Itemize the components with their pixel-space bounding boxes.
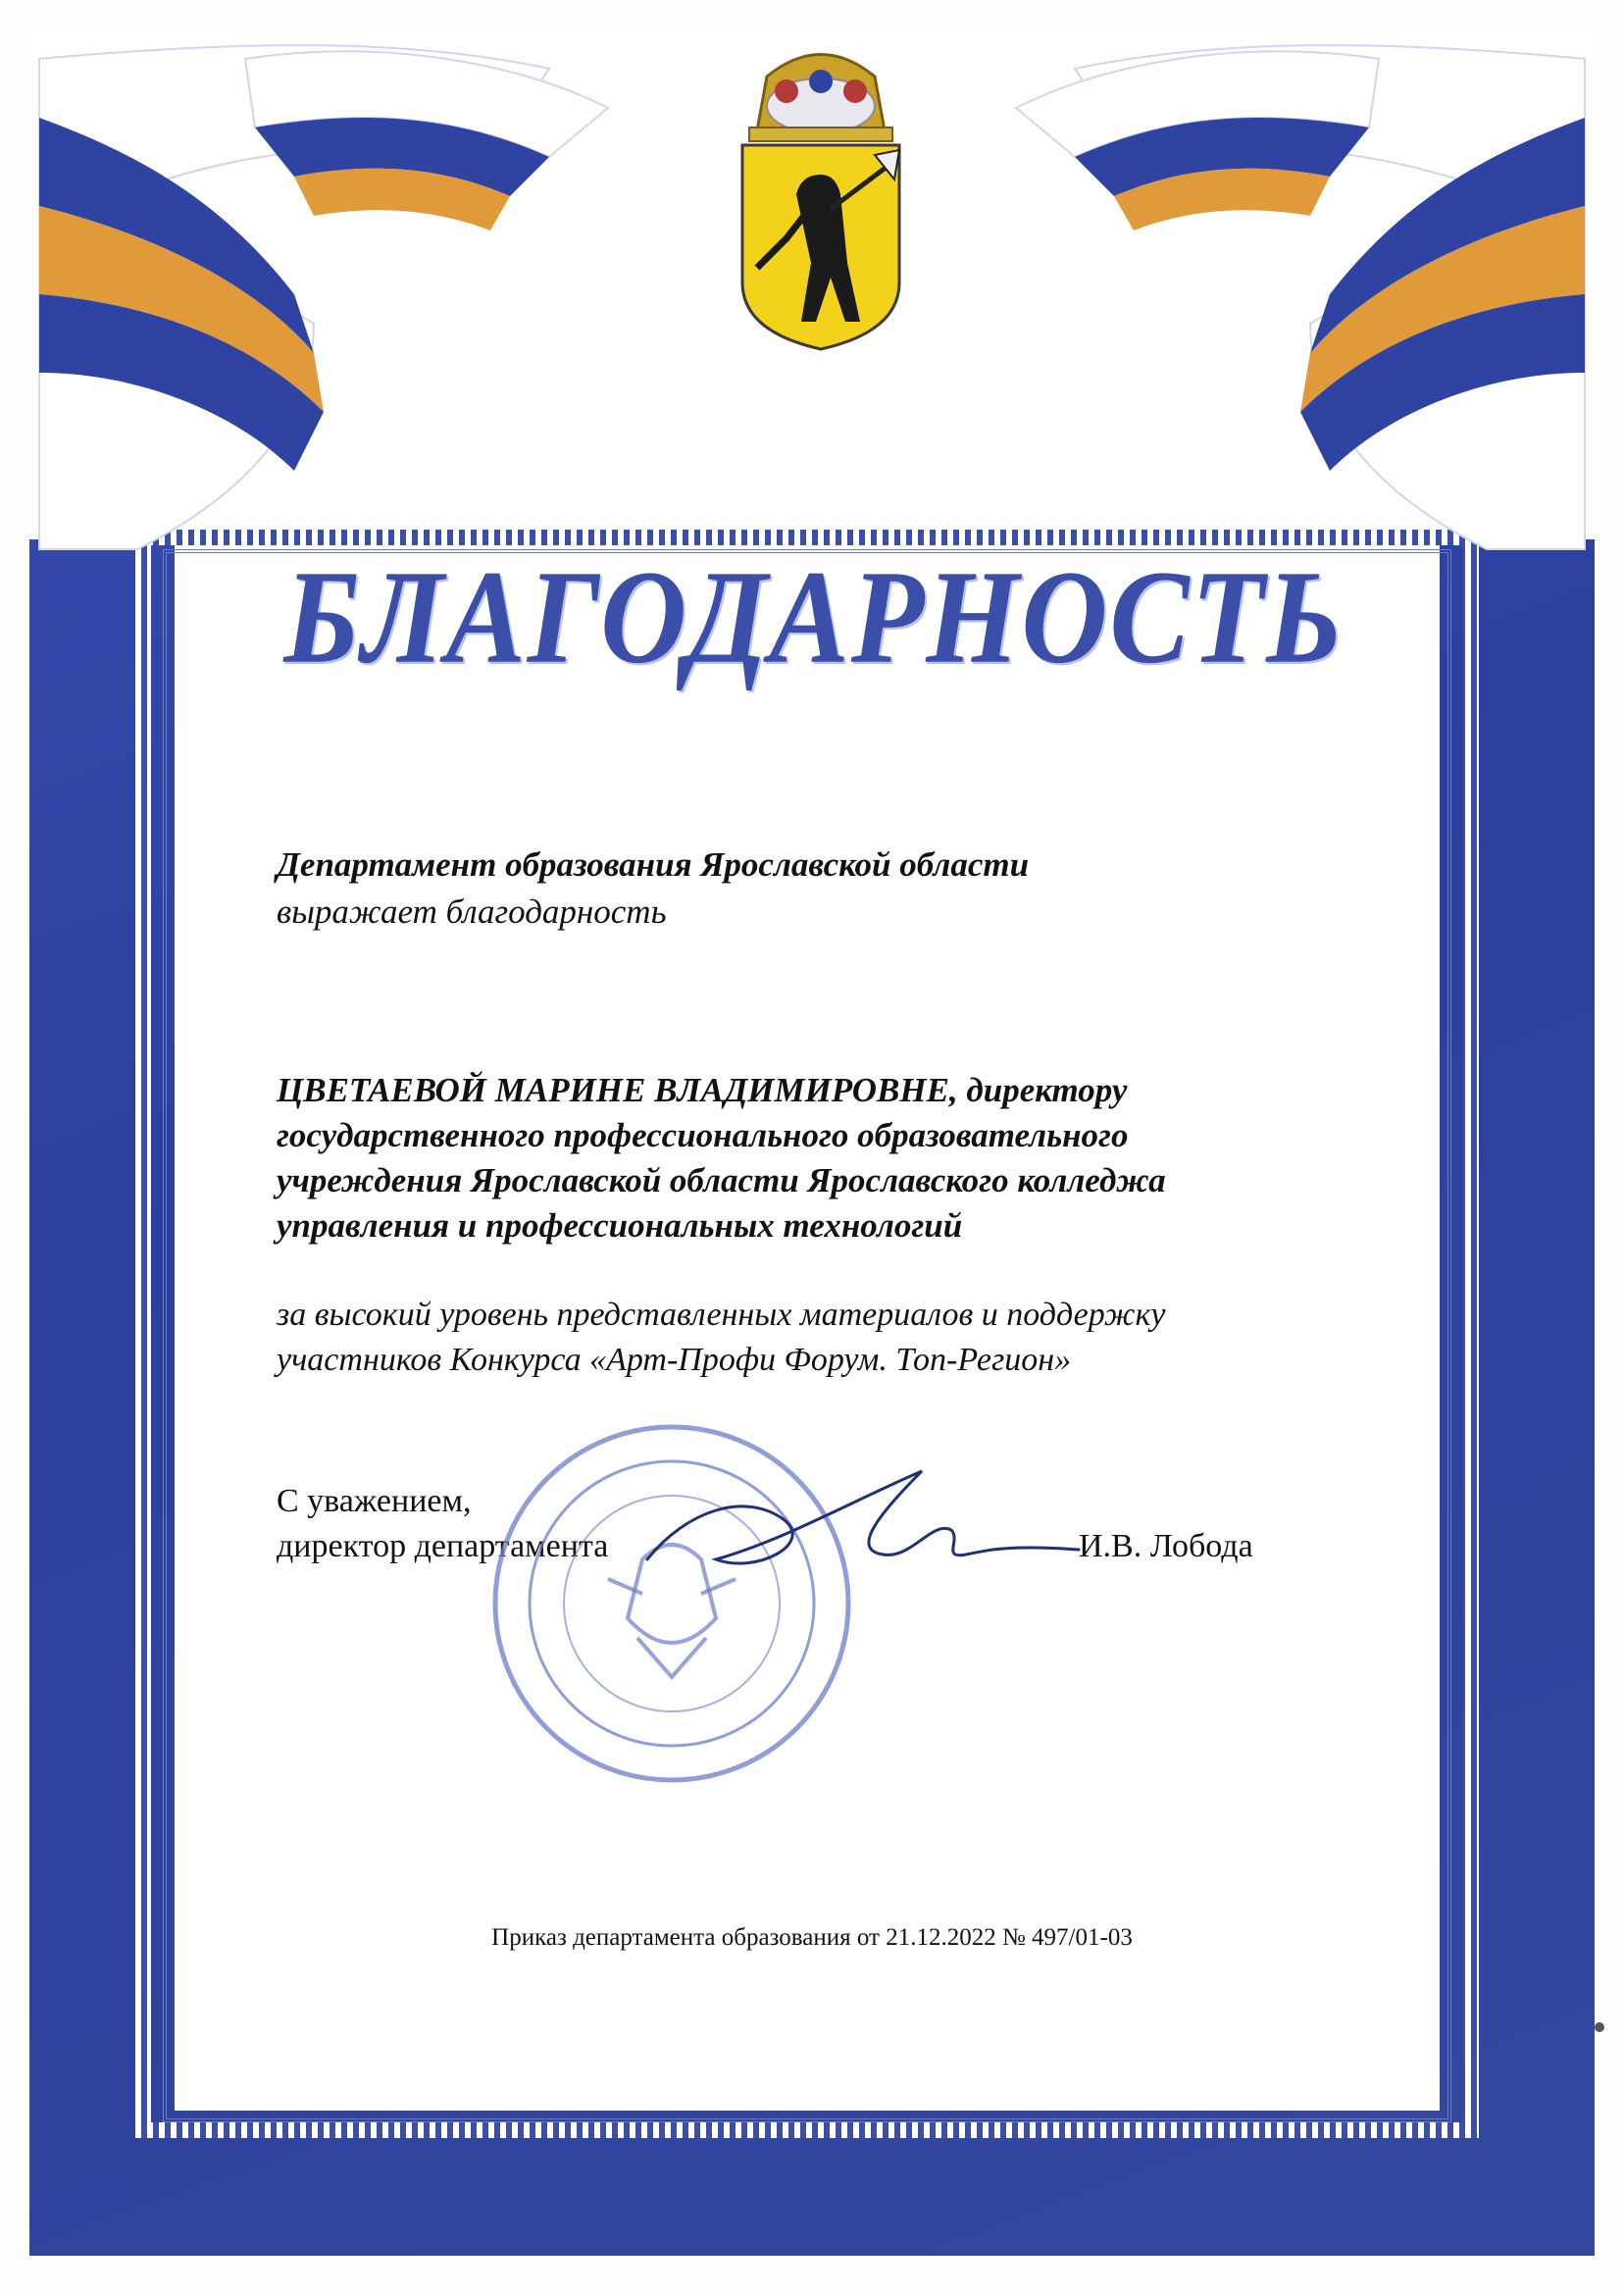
document-title: БЛАГОДАРНОСТЬ bbox=[283, 542, 1345, 692]
reason-line-1: за высокий уровень представленных материалов и поддержку bbox=[277, 1297, 1166, 1333]
reason-line-2: участников Конкурса «Арт-Профи Форум. Топ-Регион» bbox=[277, 1342, 1072, 1378]
recipient-line-4: управления и профессиональных технологий bbox=[277, 1206, 963, 1245]
recipient-line-2: государственного профессионального образовательного bbox=[277, 1116, 1129, 1154]
signer-name: И.В. Лобода bbox=[1079, 1528, 1253, 1564]
recipient-line-1: ЦВЕТАЕВОЙ МАРИНЕ ВЛАДИМИРОВНЕ, директору bbox=[277, 1071, 1128, 1109]
regards-line: С уважением, bbox=[277, 1483, 472, 1519]
issuer-line: Департамент образования Ярославской области bbox=[277, 845, 1030, 884]
expresses-gratitude-line: выражает благодарность bbox=[277, 892, 667, 931]
inner-border-rule bbox=[163, 549, 1451, 2122]
order-reference: Приказ департамента образования от 21.12.2022 № 497/01-03 bbox=[491, 1924, 1133, 1951]
recipient-line-3: учреждения Ярославской области Ярославского колледжа bbox=[277, 1161, 1166, 1199]
signer-position: директор департамента bbox=[277, 1528, 609, 1564]
scan-artifact-dot bbox=[1595, 2022, 1604, 2032]
handwritten-signature bbox=[628, 1452, 1089, 1599]
yaroslavl-coat-of-arms-icon bbox=[728, 37, 914, 351]
